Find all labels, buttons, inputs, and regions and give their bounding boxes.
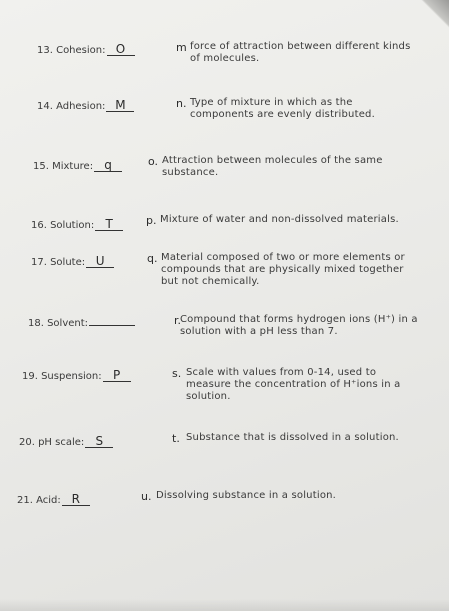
option-letter: n. [176,97,187,110]
question-label: 14. Adhesion: [37,101,106,112]
option-letter: r. [174,314,182,327]
question-label: 13. Cohesion: [37,45,106,56]
question-18 [28,318,135,329]
question-14 [37,100,134,112]
definition-r: Compound that forms hydrogen ions (H⁺) in a solution with a pH less than 7. [180,314,418,337]
definition-p: Mixture of water and non-dissolved materials. [160,214,399,225]
answer-blank[interactable]: P [103,370,131,382]
definition-m: force of attraction between different kinds of molecules. [190,41,411,64]
definition-q: Material composed of two or more elements or compounds that are physically mixed together but not chemically. [161,252,405,287]
question-16 [31,219,123,231]
answer-blank[interactable]: T [95,219,123,231]
question-label: 18. Solvent: [28,318,89,329]
definition-n: Type of mixture in which as the components are evenly distributed. [190,97,375,120]
page-fold [421,0,449,28]
option-letter: t. [172,432,180,445]
option-letter: u. [141,490,152,503]
option-letter: m [176,41,187,54]
question-label: 20. pH scale: [19,437,85,448]
question-20 [19,436,113,448]
option-letter: q. [147,252,158,265]
question-label: 19. Suspension: [22,371,102,382]
definition-s: Scale with values from 0-14, used to measure the concentration of H⁺ions in a solution. [186,367,401,402]
definition-u: Dissolving substance in a solution. [156,490,337,501]
answer-blank[interactable]: O [107,44,135,56]
question-19 [22,370,131,382]
page-shadow [0,599,449,611]
option-letter: p. [146,214,157,227]
answer-blank[interactable]: R [62,494,90,506]
question-label: 21. Acid: [17,495,61,506]
question-label: 17. Solute: [31,257,86,268]
answer-blank[interactable] [89,325,135,326]
question-17 [31,256,114,268]
answer-blank[interactable]: M [106,100,134,112]
answer-blank[interactable]: q [94,160,122,172]
question-label: 16. Solution: [31,220,95,231]
definition-t: Substance that is dissolved in a solution. [186,432,399,443]
answer-blank[interactable]: U [86,256,114,268]
option-letter: s. [172,367,182,380]
question-label: 15. Mixture: [33,161,94,172]
question-15 [33,160,122,172]
option-letter: o. [148,155,159,168]
answer-blank[interactable]: S [85,436,113,448]
question-21 [17,494,90,506]
question-13 [37,44,135,56]
definition-o: Attraction between molecules of the same substance. [162,155,383,178]
